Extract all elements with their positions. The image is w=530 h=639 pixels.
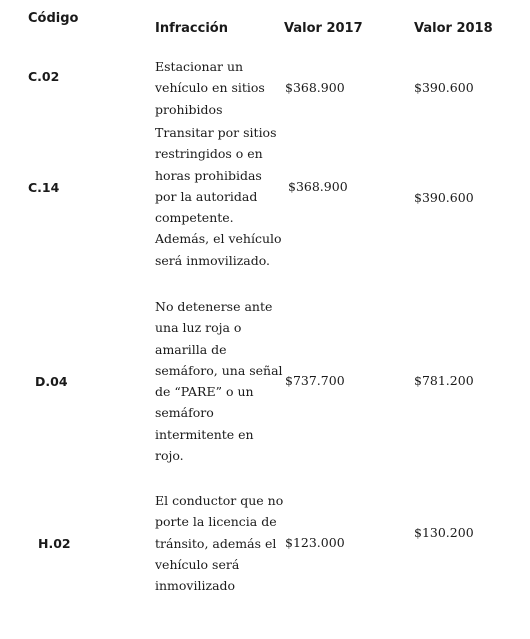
infraccion-line: El conductor que no [155, 493, 284, 508]
row-valor-2017: $737.700 [285, 373, 345, 388]
infraccion-line: semáforo, una señal [155, 362, 283, 378]
row-code: C.02 [28, 69, 60, 84]
row-valor-2018: $390.600 [414, 80, 474, 95]
infraccion-line: será inmovilizado. [155, 252, 271, 268]
row-infraccion [155, 296, 283, 466]
row-infraccion [155, 122, 283, 271]
infraccion-line: restringidos o en [155, 146, 263, 162]
infraccion-line: de “PARE” o un [155, 384, 254, 400]
row-code: D.04 [35, 374, 68, 389]
infraccion-line: rojo. [155, 448, 184, 464]
row-valor-2018: $130.200 [414, 525, 474, 540]
row-code: H.02 [38, 536, 71, 551]
infraccion-line: porte la licencia de [155, 514, 277, 530]
infraccion-line: competente. [155, 210, 234, 226]
infraccion-line: prohibidos [155, 101, 223, 117]
infraccion-line: inmovilizado [155, 578, 236, 594]
infraccion-line: No detenerse ante [155, 299, 273, 314]
infraccion-line: intermitente en [155, 426, 254, 442]
row-valor-2018: $781.200 [414, 373, 474, 388]
infraccion-line: amarilla de [155, 341, 227, 357]
row-valor-2017: $368.900 [285, 80, 345, 95]
header-infraccion: Infracción [155, 21, 228, 36]
row-valor-2017: $123.000 [285, 535, 345, 550]
header-valor-2017: Valor 2017 [284, 21, 363, 36]
infraccion-line: Estacionar un [155, 59, 244, 74]
infraccion-line: por la autoridad [155, 188, 258, 204]
row-infraccion [155, 490, 283, 596]
infraccion-line: vehículo en sitios [155, 80, 265, 96]
infraccion-line: horas prohibidas [155, 167, 262, 183]
infraccion-line: una luz roja o [155, 320, 242, 336]
row-valor-2017: $368.900 [288, 179, 348, 194]
header-codigo: Código [28, 11, 79, 26]
infraccion-line: tránsito, además el [155, 535, 277, 551]
infraccion-line: Transitar por sitios [155, 125, 277, 140]
row-infraccion [155, 56, 283, 120]
row-code: C.14 [28, 180, 60, 195]
infraccion-line: vehículo será [155, 556, 240, 572]
infraccion-line: semáforo [155, 405, 214, 421]
row-valor-2018: $390.600 [414, 190, 474, 205]
infraccion-line: Además, el vehículo [155, 231, 282, 247]
header-valor-2018: Valor 2018 [414, 21, 493, 36]
